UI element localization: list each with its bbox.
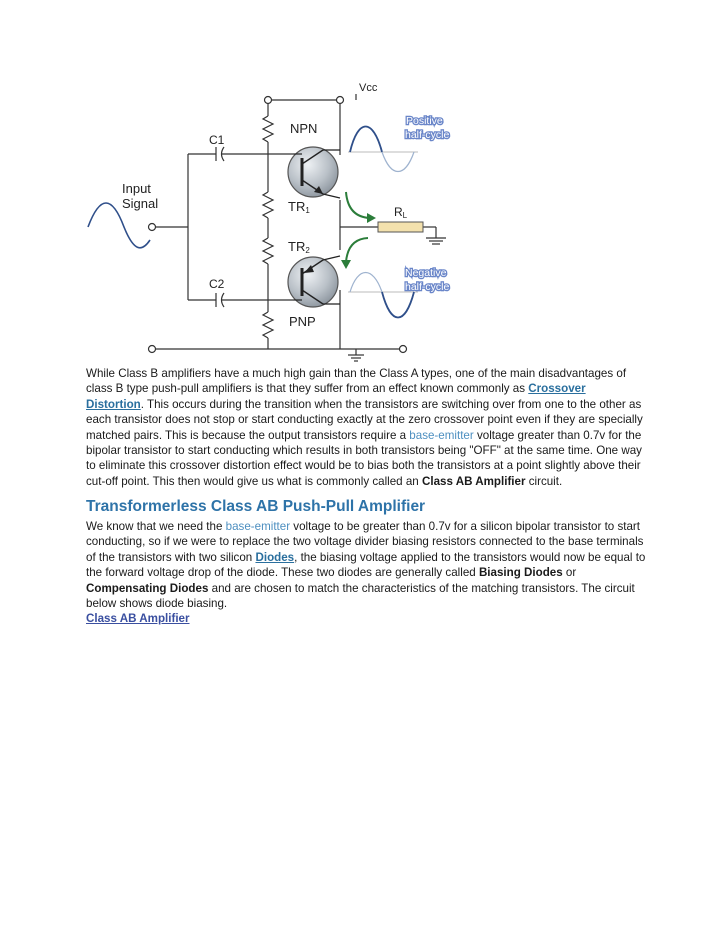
tr2-subscript: 2 <box>305 246 310 255</box>
tr1-subscript: 1 <box>305 206 310 215</box>
vcc-label: Vcc <box>359 82 378 94</box>
bias-resistor-4 <box>263 312 273 338</box>
input-label-2: Signal <box>122 196 159 211</box>
negative-halfcycle-wave <box>382 292 414 318</box>
svg-text:TR1 <box>288 199 310 215</box>
paragraph-crossover: While Class B amplifiers have a much high gain than the Class A types, one of the main disadvantages of class B type push-pull amplifiers is that they suffer from an effect known commonly as Crossover Distortion. This occurs during the transition when the transistors are switching over from one to the other as each transistor does not stop or start conducting exactly at the zero crossover point even if they are specially matched pairs. This is because the output transistors require a base-emitter voltage greater than 0.7v for the bipolar transistor to start conducting which results in both transistors being "OFF" at the same time. One way to eliminate this crossover distortion effect would be to bias both the transistors at a point slightly above their cut-off point. This then would give us what is commonly called an Class AB Amplifier circuit. <box>86 367 643 488</box>
svg-text:RL <box>394 205 408 220</box>
bias-resistor-1 <box>263 116 273 142</box>
negative-label-1: Negative <box>405 267 447 279</box>
pnp-transistor <box>288 256 340 307</box>
input-label-1: Input <box>122 181 151 196</box>
tr1-label: TR <box>288 199 306 214</box>
load-resistor <box>378 222 423 232</box>
push-pull-circuit-diagram <box>78 80 658 370</box>
bias-resistor-3 <box>263 238 273 264</box>
tr2-label: TR <box>288 239 306 254</box>
positive-label-2: half-cycle <box>405 129 450 141</box>
positive-halfcycle-wave <box>350 127 382 153</box>
paragraph-diode-biasing: We know that we need the base-emitter voltage to be greater than 0.7v for a silicon bipolar transistor to start conducting, so if we were to replace the two voltage divider biasing resistors connected to the base terminals of the transistors with two silicon Diodes, the biasing voltage applied to the transistors would now be equal to the forward voltage drop of the diode. These two diodes are generally called Biasing Diodes or Compensating Diodes and are chosen to match the characteristics of the matching transistors. The circuit below shows diode biasing. <box>86 520 646 611</box>
link-class-ab-amplifier[interactable]: Class AB Amplifier <box>86 612 190 625</box>
link-crossover-distortion[interactable]: Crossover Distortion <box>86 382 586 411</box>
link-diodes[interactable]: Diodes <box>255 550 295 564</box>
current-arrow-negative <box>346 238 368 262</box>
positive-label-1: Positive <box>406 115 443 127</box>
npn-label: NPN <box>290 121 318 136</box>
bold-compensating-diodes: Compensating Diodes <box>86 581 209 595</box>
bias-resistor-2 <box>263 192 273 218</box>
rl-label: R <box>394 205 403 219</box>
c2-label: C2 <box>209 277 225 291</box>
pnp-label: PNP <box>289 314 316 329</box>
term-base-emitter-2[interactable]: base-emitter <box>225 520 291 533</box>
rl-subscript: L <box>402 211 408 220</box>
bold-class-ab-amplifier: Class AB Amplifier <box>421 474 526 488</box>
section-heading: Transformerless Class AB Push-Pull Amplifier <box>86 498 426 515</box>
c1-label: C1 <box>209 133 225 147</box>
current-arrow-positive <box>346 192 370 218</box>
svg-text:TR2 <box>288 239 310 255</box>
bold-biasing-diodes: Biasing Diodes <box>478 566 563 580</box>
term-base-emitter[interactable]: base-emitter <box>409 428 474 442</box>
negative-label-2: half-cycle <box>405 281 450 293</box>
npn-transistor <box>288 147 340 198</box>
